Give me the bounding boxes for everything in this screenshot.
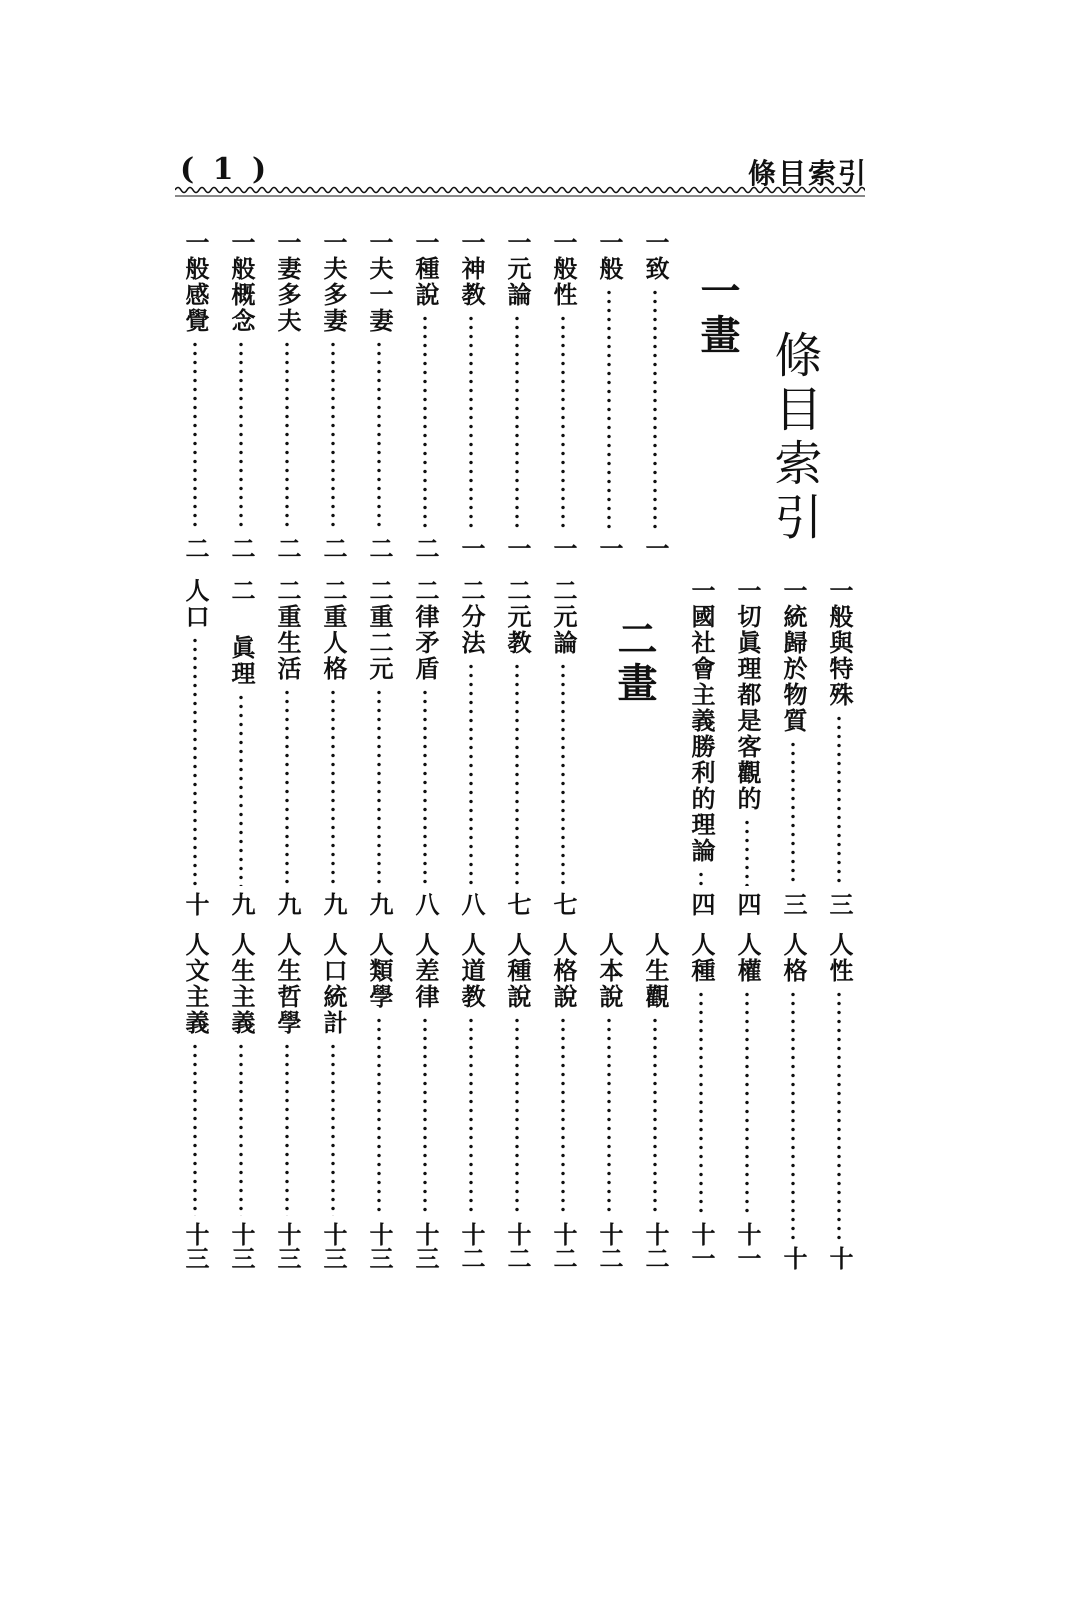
leader-dots <box>377 1016 381 1216</box>
leader-dots <box>699 870 703 886</box>
leader-dots <box>745 990 749 1216</box>
leader-dots <box>561 662 565 886</box>
entry-page: 二 <box>365 536 394 560</box>
leader-dots <box>745 818 749 886</box>
entry-page: 一 <box>595 536 624 560</box>
entry-term: 人生主義 <box>227 932 256 1036</box>
index-entry <box>364 578 394 916</box>
index-entry <box>640 230 670 560</box>
entry-page: 八 <box>457 892 486 916</box>
entry-page: 十二 <box>641 1222 670 1270</box>
index-entry <box>456 578 486 916</box>
entry-term: 人本說 <box>595 932 624 1010</box>
entry-page: 七 <box>549 892 578 916</box>
index-entry <box>732 578 762 916</box>
index-entry <box>318 932 348 1270</box>
leader-dots <box>653 1016 657 1216</box>
entry-term: 一般與特殊 <box>825 578 854 708</box>
entry-term: 一神教 <box>457 230 486 308</box>
leader-dots <box>239 340 243 530</box>
index-entry <box>594 932 624 1270</box>
leader-dots <box>607 1016 611 1216</box>
entry-page: 九 <box>273 892 302 916</box>
index-entry <box>824 578 854 916</box>
index-entry <box>640 932 670 1270</box>
entry-page: 四 <box>687 892 716 916</box>
leader-dots <box>561 1016 565 1216</box>
entry-page: 十二 <box>457 1222 486 1270</box>
index-entry <box>548 578 578 916</box>
entry-page: 一 <box>549 536 578 560</box>
entry-term: 二重生活 <box>273 578 302 682</box>
leader-dots <box>423 314 427 530</box>
leader-dots <box>285 688 289 886</box>
entry-term: 一統歸於物質 <box>779 578 808 734</box>
leader-dots <box>193 1042 197 1216</box>
index-entry <box>272 932 302 1270</box>
index-entry <box>686 932 716 1270</box>
index-entry <box>824 932 854 1270</box>
leader-dots <box>837 990 841 1240</box>
entry-term: 二 眞理 <box>227 578 256 687</box>
entry-page: 十一 <box>687 1222 716 1270</box>
leader-dots <box>515 1016 519 1216</box>
entry-page: 二 <box>273 536 302 560</box>
entry-page: 十二 <box>595 1222 624 1270</box>
entry-page: 十二 <box>549 1222 578 1270</box>
index-entry <box>686 578 716 916</box>
leader-dots <box>469 1016 473 1216</box>
leader-dots <box>423 1016 427 1216</box>
index-entry <box>364 932 394 1270</box>
entry-term: 二重人格 <box>319 578 348 682</box>
stroke-header-two: 二畫 <box>611 618 658 706</box>
entry-term: 人生哲學 <box>273 932 302 1036</box>
leader-dots <box>607 288 611 530</box>
entry-term: 人格 <box>779 932 808 984</box>
leader-dots <box>239 1042 243 1216</box>
index-entry <box>180 578 210 916</box>
entry-term: 人差律 <box>411 932 440 1010</box>
index-entry <box>502 932 532 1270</box>
entry-term: 一國社會主義勝利的理論 <box>687 578 716 864</box>
entry-page: 十三 <box>227 1222 256 1270</box>
leader-dots <box>331 688 335 886</box>
entry-term: 人口 <box>181 578 210 630</box>
entry-term: 一夫一妻 <box>365 230 394 334</box>
stroke-header-one: 一畫 <box>694 270 741 358</box>
entry-term: 人權 <box>733 932 762 984</box>
entry-term: 人生觀 <box>641 932 670 1010</box>
entry-term: 一元論 <box>503 230 532 308</box>
index-entry <box>180 230 210 560</box>
index-entry <box>226 230 256 560</box>
entry-page: 四 <box>733 892 762 916</box>
entry-page: 十三 <box>365 1222 394 1270</box>
entry-page: 十二 <box>503 1222 532 1270</box>
entry-page: 十三 <box>273 1222 302 1270</box>
leader-dots <box>193 636 197 886</box>
leader-dots <box>699 990 703 1216</box>
wavy-rule <box>175 184 865 198</box>
entry-page: 十一 <box>733 1222 762 1270</box>
entry-term: 人文主義 <box>181 932 210 1036</box>
leader-dots <box>285 340 289 530</box>
entry-page: 十 <box>779 1246 808 1270</box>
index-entry <box>226 578 256 916</box>
leader-dots <box>239 693 243 886</box>
leader-dots <box>515 662 519 886</box>
entry-term: 一般概念 <box>227 230 256 334</box>
entry-term: 人道教 <box>457 932 486 1010</box>
entry-page: 二 <box>181 536 210 560</box>
entry-term: 一般感覺 <box>181 230 210 334</box>
entry-term: 一夫多妻 <box>319 230 348 334</box>
leader-dots <box>331 1042 335 1216</box>
entry-page: 一 <box>503 536 532 560</box>
leader-dots <box>423 688 427 886</box>
index-entry <box>778 932 808 1270</box>
entry-page: 三 <box>779 892 808 916</box>
entry-page: 十 <box>181 892 210 916</box>
entry-term: 二分法 <box>457 578 486 656</box>
index-entry <box>364 230 394 560</box>
entry-page: 八 <box>411 892 440 916</box>
entry-page: 一 <box>457 536 486 560</box>
index-entry <box>226 932 256 1270</box>
entry-term: 人類學 <box>365 932 394 1010</box>
entry-page: 九 <box>365 892 394 916</box>
entry-term: 二元教 <box>503 578 532 656</box>
leader-dots <box>653 288 657 530</box>
entry-page: 十三 <box>319 1222 348 1270</box>
index-entry <box>502 578 532 916</box>
leader-dots <box>469 662 473 886</box>
entry-page: 九 <box>227 892 256 916</box>
leader-dots <box>193 340 197 530</box>
entry-term: 二重二元 <box>365 578 394 682</box>
index-entry <box>272 578 302 916</box>
entry-page: 九 <box>319 892 348 916</box>
leader-dots <box>377 688 381 886</box>
entry-term: 一致 <box>641 230 670 282</box>
entry-page: 三 <box>825 892 854 916</box>
index-entry <box>410 578 440 916</box>
running-head: 條目索引 <box>747 157 868 190</box>
index-entry <box>410 932 440 1270</box>
entry-term: 一般 <box>595 230 624 282</box>
leader-dots <box>377 340 381 530</box>
leader-dots <box>837 714 841 886</box>
leader-dots <box>331 340 335 530</box>
index-entry <box>318 578 348 916</box>
entry-page: 十三 <box>411 1222 440 1270</box>
entry-term: 人口統計 <box>319 932 348 1036</box>
entry-page: 二 <box>411 536 440 560</box>
index-entry <box>778 578 808 916</box>
entry-term: 人格說 <box>549 932 578 1010</box>
index-entry <box>456 230 486 560</box>
leader-dots <box>285 1042 289 1216</box>
index-entry <box>180 932 210 1270</box>
entry-term: 二律矛盾 <box>411 578 440 682</box>
page-number: ( 1 ) <box>180 152 271 187</box>
index-entry <box>502 230 532 560</box>
entry-term: 人種說 <box>503 932 532 1010</box>
leader-dots <box>469 314 473 530</box>
entry-term: 人種 <box>687 932 716 984</box>
index-entry <box>318 230 348 560</box>
entry-page: 二 <box>319 536 348 560</box>
entry-page: 十 <box>825 1246 854 1270</box>
index-entry <box>272 230 302 560</box>
entry-term: 一種說 <box>411 230 440 308</box>
entry-term: 二元論 <box>549 578 578 656</box>
index-title: 條目索引 <box>766 330 822 546</box>
entry-page: 二 <box>227 536 256 560</box>
entry-term: 一切眞理都是客觀的 <box>733 578 762 812</box>
entry-term: 一般性 <box>549 230 578 308</box>
entry-term: 人性 <box>825 932 854 984</box>
index-entry <box>456 932 486 1270</box>
index-entry <box>732 932 762 1270</box>
entry-page: 十三 <box>181 1222 210 1270</box>
entry-page: 一 <box>641 536 670 560</box>
index-entry <box>410 230 440 560</box>
entry-term: 一妻多夫 <box>273 230 302 334</box>
index-entry <box>548 932 578 1270</box>
index-entry <box>594 230 624 560</box>
entry-page: 七 <box>503 892 532 916</box>
leader-dots <box>791 740 795 886</box>
leader-dots <box>791 990 795 1240</box>
leader-dots <box>561 314 565 530</box>
leader-dots <box>515 314 519 530</box>
index-entry <box>548 230 578 560</box>
